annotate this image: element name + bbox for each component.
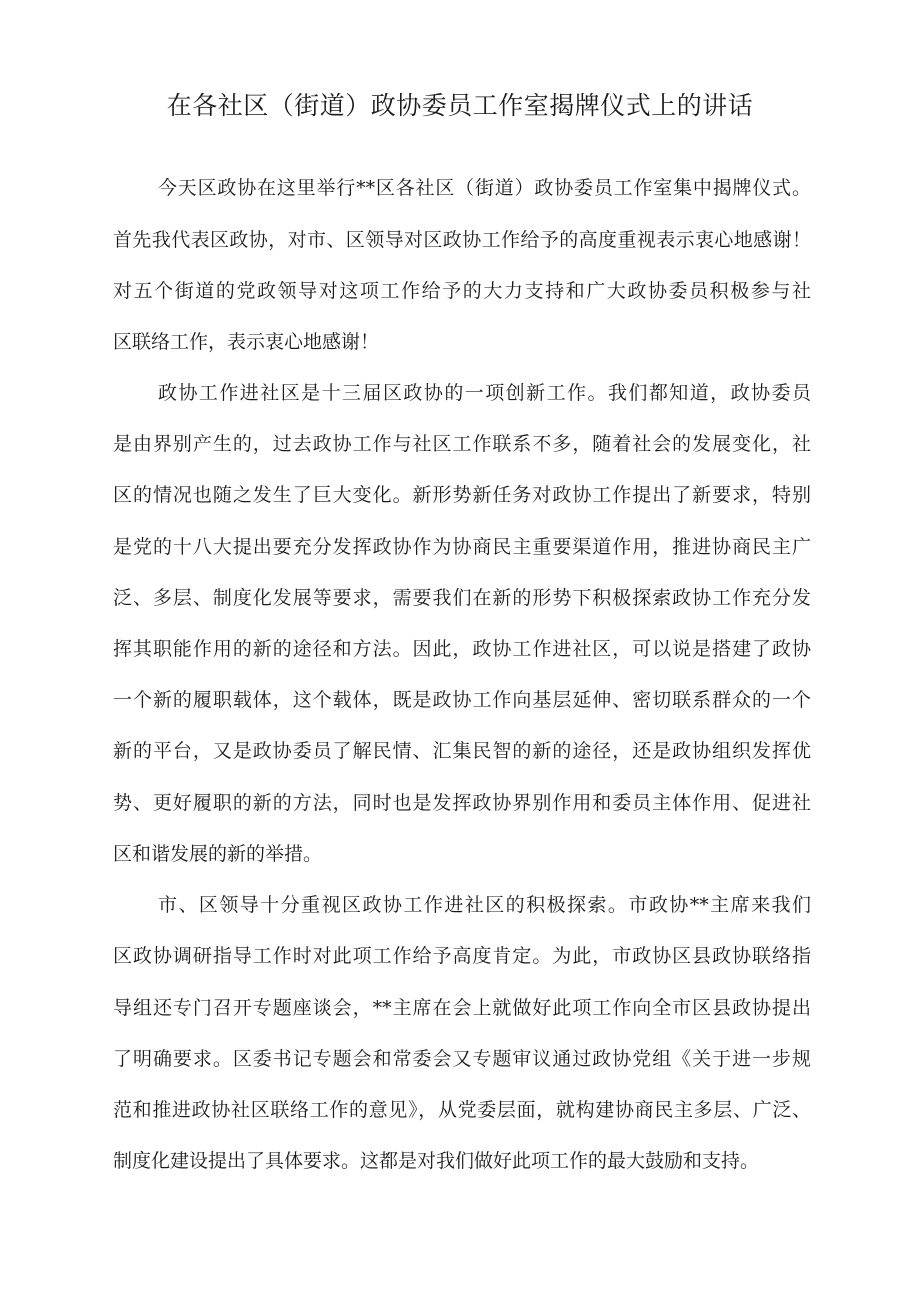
paragraph-2-line-8: 新的平台，又是政协委员了解民情、汇集民智的新的途径，还是政协组织发挥优 (113, 740, 811, 762)
paragraph-2-line-6: 挥其职能作用的新的途径和方法。因此，政协工作进社区，可以说是搭建了政协 (113, 638, 811, 660)
paragraph-2-line-5: 泛、多层、制度化发展等要求，需要我们在新的形势下积极探索政协工作充分发 (113, 587, 811, 609)
paragraph-2-line-7: 一个新的履职载体，这个载体，既是政协工作向基层延伸、密切联系群众的一个 (113, 689, 811, 711)
paragraph-3-line-4: 了明确要求。区委书记专题会和常委会又专题审议通过政协党组《关于进一步规 (113, 1048, 811, 1070)
paragraph-2-line-4: 是党的十八大提出要充分发挥政协作为协商民主重要渠道作用，推进协商民主广 (113, 536, 811, 558)
paragraph-3-line-2: 区政协调研指导工作时对此项工作给予高度肯定。为此，市政协区县政协联络指 (113, 945, 811, 967)
paragraph-3-line-5: 范和推进政协社区联络工作的意见》，从党委层面，就构建协商民主多层、广泛、 (113, 1099, 811, 1121)
paragraph-3-line-6: 制度化建设提出了具体要求。这都是对我们做好此项工作的最大鼓励和支持。 (113, 1150, 760, 1172)
paragraph-2-line-3: 区的情况也随之发生了巨大变化。新形势新任务对政协工作提出了新要求，特别 (113, 484, 811, 506)
paragraph-1-line-2: 首先我代表区政协，对市、区领导对区政协工作给予的高度重视表示衷心地感谢！ (113, 229, 811, 251)
paragraph-2-line-10: 区和谐发展的新的举措。 (113, 843, 323, 865)
paragraph-2-line-2: 是由界别产生的，过去政协工作与社区工作联系不多，随着社会的发展变化，社 (113, 433, 811, 455)
page-title: 在各社区（街道）政协委员工作室揭牌仪式上的讲话 (166, 91, 754, 120)
paragraph-1-line-4: 区联络工作，表示衷心地感谢！ (113, 331, 380, 353)
paragraph-3-line-3: 导组还专门召开专题座谈会，**主席在会上就做好此项工作向全市区县政协提出 (113, 997, 811, 1019)
paragraph-1-line-1: 今天区政协在这里举行**区各社区（街道）政协委员工作室集中揭牌仪式。 (158, 177, 811, 199)
paragraph-1-line-3: 对五个街道的党政领导对这项工作给予的大力支持和广大政协委员积极参与社 (113, 280, 811, 302)
paragraph-2-line-9: 势、更好履职的新的方法，同时也是发挥政协界别作用和委员主体作用、促进社 (113, 792, 811, 814)
paragraph-3-line-1: 市、区领导十分重视区政协工作进社区的积极探索。市政协**主席来我们 (158, 894, 811, 916)
paragraph-2-line-1: 政协工作进社区是十三届区政协的一项创新工作。我们都知道，政协委员 (158, 382, 811, 404)
